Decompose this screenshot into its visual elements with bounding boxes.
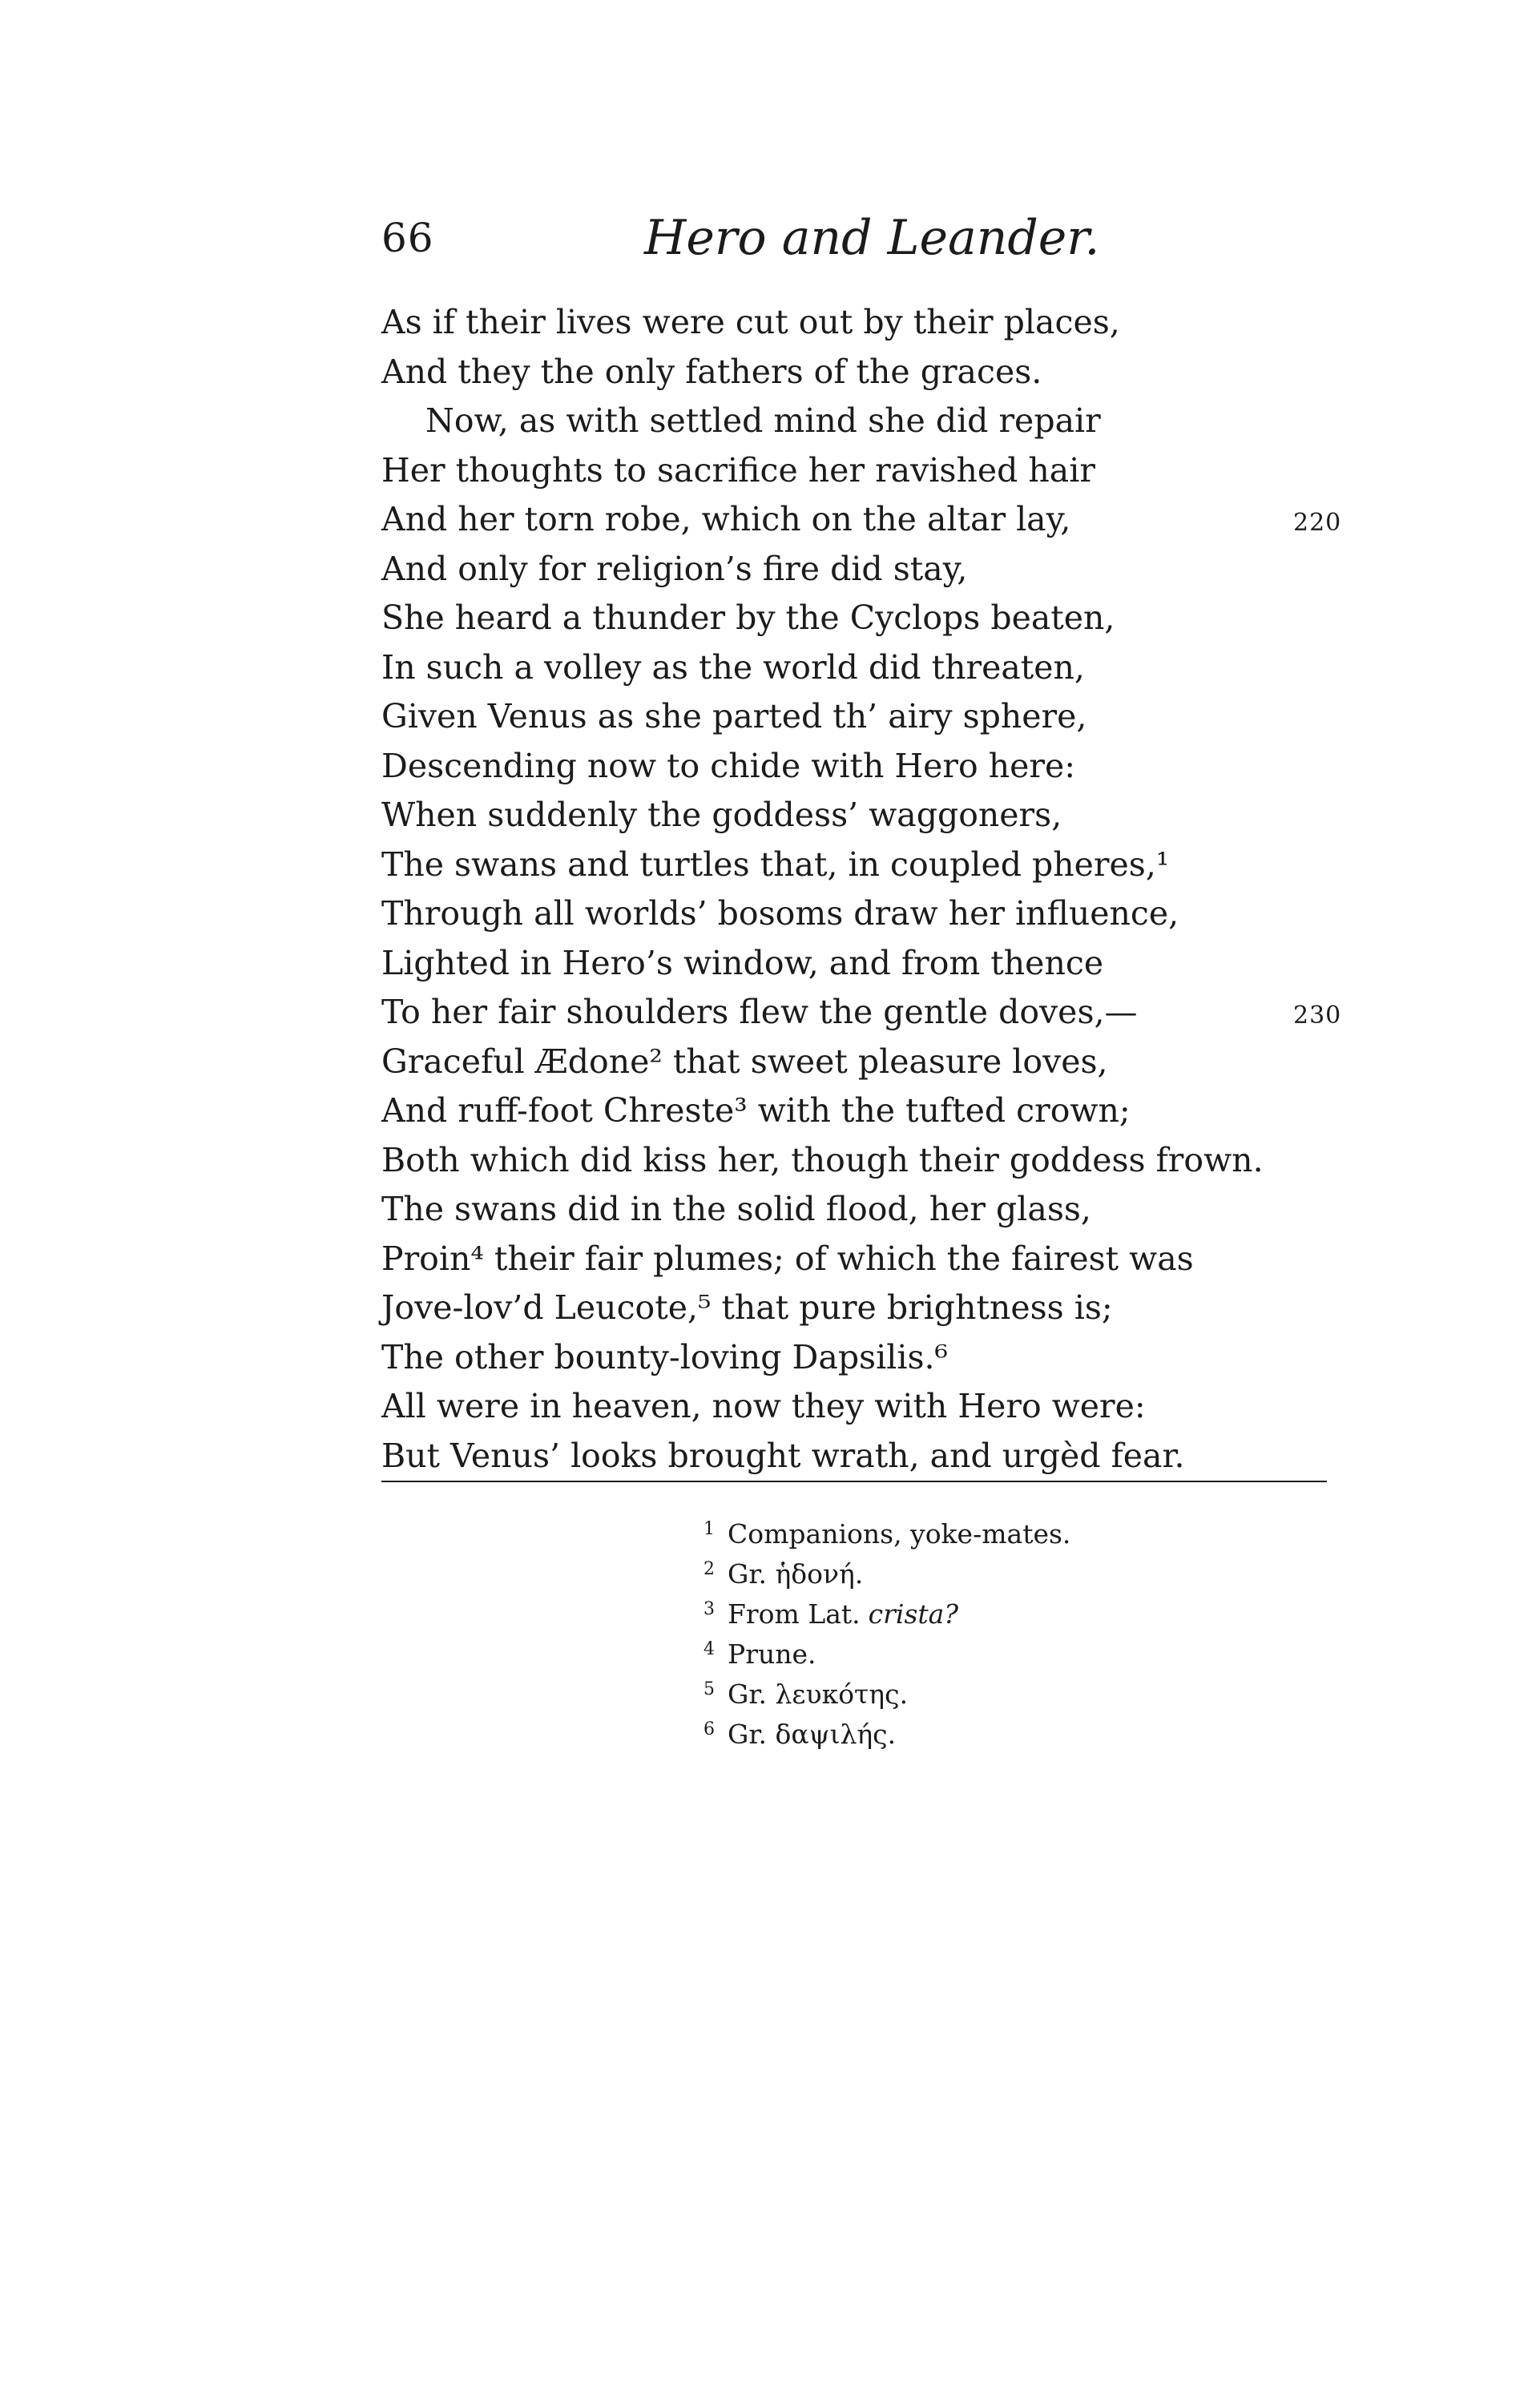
poem-line <box>381 692 1391 742</box>
poem-line-text: Through all worlds’ bosoms draw her influence, <box>381 894 1179 933</box>
poem-line <box>381 1086 1391 1136</box>
footnote-text: Gr. ἡδονή. <box>728 1558 864 1590</box>
footnote <box>703 1594 1344 1634</box>
footnote-text: Gr. λευκότης. <box>728 1679 909 1710</box>
poem-line-text: The swans did in the solid flood, her glass, <box>381 1190 1091 1228</box>
poem-line-text: Graceful Ædone² that sweet pleasure loves, <box>381 1042 1108 1081</box>
poem-line-text: And her torn robe, which on the altar lay, <box>381 500 1071 538</box>
poem-line-text: And only for religion’s fire did stay, <box>381 549 968 588</box>
poem-line <box>381 1382 1391 1432</box>
footnote <box>703 1554 1344 1594</box>
poem-line <box>381 1038 1391 1087</box>
poem-line <box>381 742 1391 792</box>
poem-line-text: Descending now to chide with Hero here: <box>381 746 1076 785</box>
footnote-text: Companions, yoke-mates. <box>728 1518 1071 1550</box>
poem-line-text: Lighted in Hero’s window, and from thence <box>381 943 1104 982</box>
page-header <box>381 210 1343 274</box>
poem-line <box>381 446 1391 496</box>
poem-line <box>381 889 1391 939</box>
poem-body <box>381 298 1391 1481</box>
poem-line <box>381 840 1391 890</box>
poem-line <box>381 1284 1391 1333</box>
poem-line-text: In such a volley as the world did threaten, <box>381 647 1085 687</box>
footnote <box>703 1715 1344 1755</box>
footnote-mark: 3 <box>703 1599 715 1619</box>
poem-line <box>381 298 1391 348</box>
footnote-italic: crista? <box>868 1598 959 1630</box>
poem-line <box>381 1235 1391 1284</box>
poem-line-text: Both which did kiss her, though their goddess frown. <box>381 1140 1264 1179</box>
footnote <box>703 1675 1344 1715</box>
poem-line <box>381 791 1391 840</box>
poem-line-text: All were in heaven, now they with Hero were: <box>381 1387 1146 1425</box>
poem-line-text: And they the only fathers of the graces. <box>381 352 1042 391</box>
footnote-mark: 2 <box>703 1559 715 1579</box>
line-number: 220 <box>1293 509 1342 537</box>
poem-line-text: And ruff-foot Chreste³ with the tufted crown; <box>381 1091 1131 1130</box>
poem-line-text: To her fair shoulders flew the gentle doves,— <box>381 993 1138 1031</box>
footnote-text: Gr. δαψιλής. <box>728 1719 897 1750</box>
footnote-mark: 4 <box>703 1639 715 1659</box>
footnote-divider <box>381 1481 1327 1482</box>
poem-line-text: But Venus’ looks brought wrath, and urgèd fear. <box>381 1436 1185 1475</box>
poem-line <box>381 1185 1391 1235</box>
footnotes <box>703 1514 1344 1755</box>
poem-line <box>381 1136 1391 1186</box>
poem-line <box>381 1333 1391 1383</box>
running-title: Hero and Leander. <box>644 210 1100 266</box>
footnote-text: From Lat. crista? <box>728 1598 959 1630</box>
poem-line-text: When suddenly the goddess’ waggoners, <box>381 796 1062 834</box>
poem-line-text: The swans and turtles that, in coupled pheres,¹ <box>381 844 1170 884</box>
poem-line-text: Jove-lov’d Leucote,⁵ that pure brightness is; <box>381 1288 1113 1327</box>
poem-line-text: As if their lives were cut out by their places, <box>381 303 1120 341</box>
poem-line <box>381 1432 1391 1481</box>
poem-line <box>381 939 1391 989</box>
poem-line <box>381 594 1391 643</box>
poem-line <box>381 397 1391 446</box>
line-number: 230 <box>1293 1002 1342 1030</box>
poem-line <box>381 988 1391 1038</box>
poem-line <box>381 348 1391 397</box>
footnote-text: Prune. <box>728 1638 816 1670</box>
footnote <box>703 1514 1344 1554</box>
footnote-mark: 1 <box>703 1519 715 1539</box>
footnote-mark: 6 <box>703 1719 715 1739</box>
poem-line-text: Now, as with settled mind she did repair <box>425 401 1101 440</box>
poem-line <box>381 545 1391 594</box>
poem-line-text: Given Venus as she parted th’ airy sphere, <box>381 697 1087 736</box>
poem-line-text: Her thoughts to sacrifice her ravished hair <box>381 450 1095 490</box>
poem-line-text: The other bounty-loving Dapsilis.⁶ <box>381 1337 948 1376</box>
poem-line <box>381 643 1391 693</box>
footnote-mark: 5 <box>703 1679 715 1699</box>
page-number: 66 <box>381 215 434 261</box>
footnote <box>703 1634 1344 1675</box>
poem-line-text: She heard a thunder by the Cyclops beaten, <box>381 598 1115 637</box>
poem-line <box>381 495 1391 545</box>
poem-line-text: Proin⁴ their fair plumes; of which the fairest was <box>381 1239 1194 1278</box>
